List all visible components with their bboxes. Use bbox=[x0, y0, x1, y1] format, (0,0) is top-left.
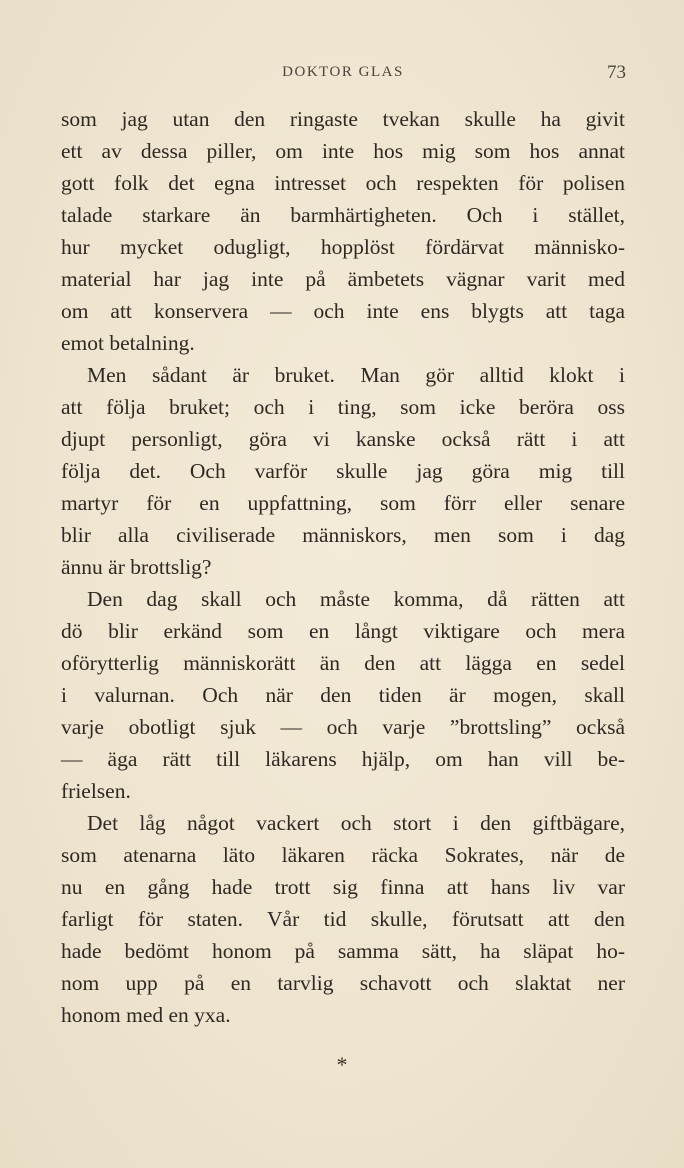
text-line: emot betalning. bbox=[61, 331, 195, 355]
text-line: nu en gång hade trott sig finna att hans liv var bbox=[61, 875, 625, 899]
text-line: Men sådant är bruket. Man gör alltid klokt i bbox=[87, 363, 625, 387]
text-line: följa det. Och varför skulle jag göra mig till bbox=[61, 459, 625, 483]
text-line: varje obotligt sjuk — och varje ”brottsling” också bbox=[61, 715, 625, 739]
text-line: Den dag skall och måste komma, då rätten att bbox=[87, 587, 625, 611]
text-line: nom upp på en tarvlig schavott och slaktat ner bbox=[61, 971, 625, 995]
text-line: blir alla civiliserade människors, men som i dag bbox=[61, 523, 625, 547]
text-line: hur mycket odugligt, hopplöst fördärvat människo- bbox=[61, 235, 625, 259]
text-line: som jag utan den ringaste tvekan skulle ha givit bbox=[61, 107, 625, 131]
text-line: — äga rätt till läkarens hjälp, om han vill be- bbox=[61, 747, 625, 771]
text-line: honom med en yxa. bbox=[61, 1003, 231, 1027]
text-line: Det låg något vackert och stort i den giftbägare, bbox=[87, 811, 625, 835]
text-line: i valurnan. Och när den tiden är mogen, skall bbox=[61, 683, 625, 707]
text-line: om att konservera — och inte ens blygts att taga bbox=[61, 299, 625, 323]
text-line: oförytterlig människorätt än den att lägga en sedel bbox=[61, 651, 625, 675]
text-line: farligt för staten. Vår tid skulle, förutsatt att den bbox=[61, 907, 625, 931]
section-break-asterisk: * bbox=[336, 1052, 348, 1077]
text-line: gott folk det egna intresset och respekten för polisen bbox=[61, 171, 625, 195]
page-number: 73 bbox=[607, 62, 626, 83]
text-line: frielsen. bbox=[61, 779, 131, 803]
text-line: att följa bruket; och i ting, som icke beröra oss bbox=[61, 395, 625, 419]
text-line: hade bedömt honom på samma sätt, ha släpat ho- bbox=[61, 939, 625, 963]
text-line: ännu är brottslig? bbox=[61, 555, 212, 579]
text-line: djupt personligt, göra vi kanske också rätt i att bbox=[61, 427, 625, 451]
text-line: talade starkare än barmhärtigheten. Och i stället, bbox=[61, 203, 625, 227]
running-title: DOKTOR GLAS bbox=[282, 64, 404, 80]
text-line: martyr för en uppfattning, som förr eller senare bbox=[61, 491, 625, 515]
text-line: ett av dessa piller, om inte hos mig som hos annat bbox=[61, 139, 625, 163]
text-line: som atenarna läto läkaren räcka Sokrates, när de bbox=[61, 843, 625, 867]
page-header bbox=[60, 62, 626, 86]
text-line: dö blir erkänd som en långt viktigare och mera bbox=[61, 619, 625, 643]
text-line: material har jag inte på ämbetets vägnar varit med bbox=[61, 267, 625, 291]
